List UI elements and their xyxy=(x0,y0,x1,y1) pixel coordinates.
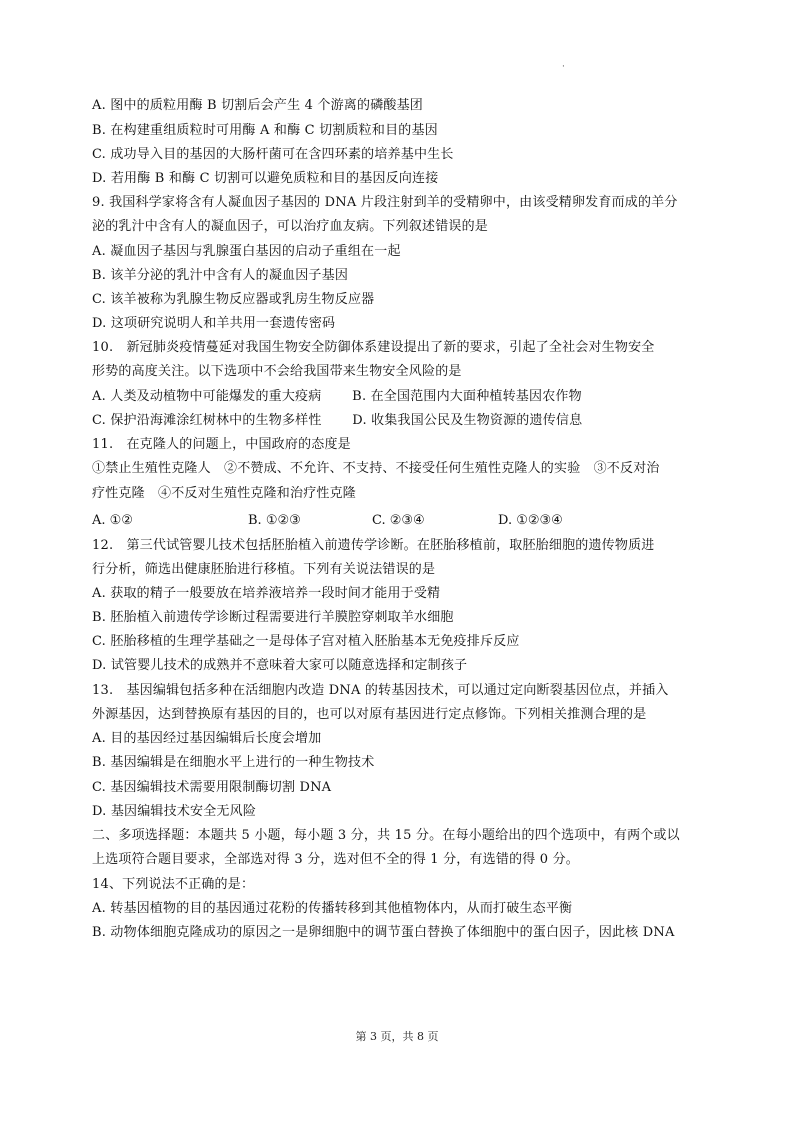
page-footer: 第 3 页，共 8 页 xyxy=(355,1030,439,1043)
section-heading: 二、多项选择题：本题共 5 小题，每小题 3 分，共 15 分。在每小题给出的四个选项中，有两个或以 xyxy=(92,828,680,843)
question-14-stem: 14、下列说法不正确的是： xyxy=(92,877,255,892)
q11-option-d: D. ①②③④ xyxy=(498,513,563,528)
text-line: C. 胚胎移植的生理学基础之一是母体子宫对植入胚胎基本无免疫排斥反应 xyxy=(92,634,520,649)
text-line: A. 转基因植物的目的基因通过花粉的传播转移到其他植物体内，从而打破生态平衡 xyxy=(92,901,573,916)
text-line: B. 该羊分泌的乳汁中含有人的凝血因子基因 xyxy=(92,268,349,283)
text-line: B. 胚胎植入前遗传学诊断过程需要进行羊膜腔穿刺取羊水细胞 xyxy=(92,610,454,625)
text-line: D. 基因编辑技术安全无风险 xyxy=(92,804,257,819)
question-9-stem: 泌的乳汁中含有人的凝血因子，可以治疗血友病。下列叙述错误的是 xyxy=(92,219,489,234)
text-line: A. 获取的精子一般要放在培养液培养一段时间才能用于受精 xyxy=(92,586,441,601)
question-12-stem: 12. 第三代试管婴儿技术包括胚胎植入前遗传学诊断。在胚胎移植前，取胚胎细胞的遗传物质进 xyxy=(92,538,655,553)
text-line: ①禁止生殖性克隆人 ②不赞成、不允许、不支持、不接受任何生殖性克隆人的实验 ③不反对治 xyxy=(92,461,660,476)
text-line: B. 动物体细胞克隆成功的原因之一是卵细胞中的调节蛋白替换了体细胞中的蛋白因子，因此核 DNA xyxy=(92,925,675,940)
text-line: 疗性克隆 ④不反对生殖性克隆和治疗性克隆 xyxy=(92,486,357,501)
section-heading: 上选项符合题目要求，全部选对得 3 分，选对但不全的得 1 分，有选错的得 0 分。 xyxy=(92,852,580,867)
text-line: A. 人类及动植物中可能爆发的重大疫病 B. 在全国范围内大面种植转基因农作物 xyxy=(92,389,582,404)
q11-option-a: A. ①② xyxy=(92,513,133,528)
text-line: C. 该羊被称为乳腺生物反应器或乳房生物反应器 xyxy=(92,292,375,307)
text-line: D. 若用酶 B 和酶 C 切割可以避免质粒和目的基因反向连接 xyxy=(92,171,439,186)
text-line: C. 保护沿海滩涂红树林中的生物多样性 D. 收集我国公民及生物资源的遗传信息 xyxy=(92,413,583,428)
question-12-stem: 行分析，筛选出健康胚胎进行移植。下列有关说法错误的是 xyxy=(92,562,436,577)
text-line: B. 基因编辑是在细胞水平上进行的一种生物技术 xyxy=(92,755,375,770)
text-line: A. 目的基因经过基因编辑后长度会增加 xyxy=(92,731,322,746)
question-9-stem: 9. 我国科学家将含有人凝血因子基因的 DNA 片段注射到羊的受精卵中，由该受精卵发育而成的羊分 xyxy=(92,195,678,210)
q11-option-c: C. ②③④ xyxy=(372,513,425,528)
question-13-stem: 外源基因，达到替换原有基因的目的，也可以对原有基因进行定点修饰。下列相关推测合理的是 xyxy=(92,707,647,722)
question-13-stem: 13. 基因编辑包括多种在活细胞内改造 DNA 的转基因技术，可以通过定向断裂基因位点，并插入 xyxy=(92,683,669,698)
text-line: D. 试管婴儿技术的成熟并不意味着大家可以随意选择和定制孩子 xyxy=(92,658,468,673)
question-10-stem: 形势的高度关注。以下选项中不会给我国带来生物安全风险的是 xyxy=(92,364,462,379)
text-line: C. 成功导入目的基因的大肠杆菌可在含四环素的培养基中生长 xyxy=(92,147,454,162)
text-line: A. 凝血因子基因与乳腺蛋白基因的启动子重组在一起 xyxy=(92,244,401,259)
text-line: D. 这项研究说明人和羊共用一套遗传密码 xyxy=(92,316,336,331)
question-11-stem: 11. 在克隆人的问题上，中国政府的态度是 xyxy=(92,437,351,452)
q11-option-b: B. ①②③ xyxy=(248,513,301,528)
text-line: C. 基因编辑技术需要用限制酶切割 DNA xyxy=(92,780,332,795)
question-10-stem: 10. 新冠肺炎疫情蔓延对我国生物安全防御体系建设提出了新的要求，引起了全社会对生物安全 xyxy=(92,340,655,355)
text-line: A. 图中的质粒用酶 B 切割后会产生 4 个游离的磷酸基团 xyxy=(92,98,424,113)
corner-mark: · xyxy=(562,62,565,72)
text-line: B. 在构建重组质粒时可用酶 A 和酶 C 切割质粒和目的基因 xyxy=(92,123,438,138)
